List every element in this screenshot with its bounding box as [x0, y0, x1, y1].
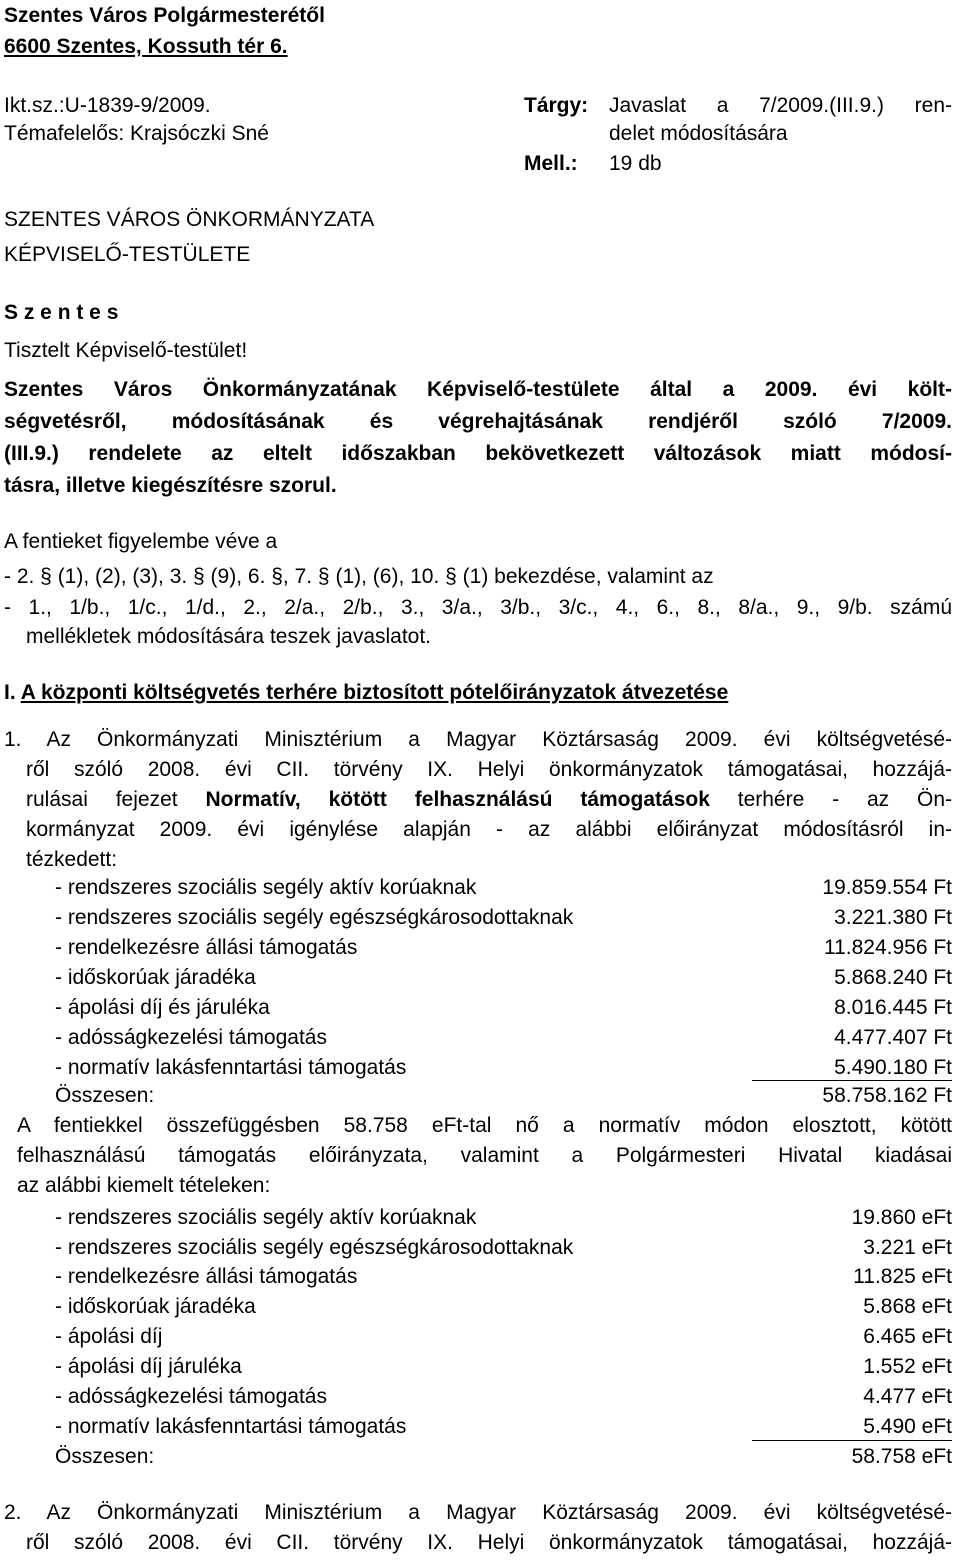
total-rule — [752, 1080, 952, 1081]
after-line-3: az alábbi kiemelt tételeken: — [17, 1174, 271, 1197]
amount-value: 11.825 eFt — [853, 1265, 952, 1288]
section-number: I. — [4, 681, 16, 704]
amount-value: 5.868 eFt — [863, 1295, 952, 1318]
amount-row — [55, 1295, 952, 1321]
amount-label: - normatív lakásfenntartási támogatás — [55, 1415, 407, 1438]
subject-line-1: Javaslat a 7/2009.(III.9.) ren- — [609, 94, 952, 117]
item1-line-3-bold: Normatív, kötött felhasználású támogatások — [205, 788, 710, 811]
amount-row — [55, 1385, 952, 1411]
total-label: Összesen: — [55, 1445, 155, 1468]
salutation: Tisztelt Képviselő-testület! — [4, 339, 248, 362]
item1-line-4: kormányzat 2009. évi igénylése alapján - az alábbi előirányzat módosításról in- — [26, 818, 952, 841]
office-name: Szentes Város Polgármesterétől — [4, 4, 325, 27]
after-line-2: felhasználású támogatás előirányzata, valamint a Polgármesteri Hivatal kiadásai — [17, 1144, 952, 1167]
amount-value: 3.221 eFt — [863, 1236, 952, 1259]
item2-line-2: ről szóló 2008. évi CII. törvény IX. Helyi önkormányzatok támogatásai, hozzájá- — [26, 1531, 952, 1554]
item1-line-5: tézkedett: — [26, 848, 118, 871]
total-value: 58.758.162 Ft — [822, 1084, 952, 1107]
amount-value: 8.016.445 Ft — [834, 996, 952, 1019]
amount-value: 11.824.956 Ft — [823, 936, 952, 959]
amount-value: 6.465 eFt — [863, 1325, 952, 1348]
amount-row — [55, 1265, 952, 1291]
section-heading — [4, 681, 728, 705]
amount-row — [55, 1056, 952, 1082]
amount-value: 4.477 eFt — [863, 1385, 952, 1408]
amount-label: - normatív lakásfenntartási támogatás — [55, 1056, 407, 1079]
amount-label: - rendelkezésre állási támogatás — [55, 936, 358, 959]
amount-row — [55, 876, 952, 902]
amount-row — [55, 1355, 952, 1381]
amount-value: 19.860 eFt — [851, 1206, 952, 1229]
proposal-line-1: - 2. § (1), (2), (3), 3. § (9), 6. §, 7. § (1), (6), 10. § (1) bekezdése, valamint az — [4, 565, 714, 588]
office-address: 6600 Szentes, Kossuth tér 6. — [4, 35, 288, 58]
amount-label: - adósságkezelési támogatás — [55, 1385, 327, 1408]
amount-row — [55, 1206, 952, 1232]
attachment-label: Mell.: — [524, 152, 578, 175]
intro-line-2: ségvetésről, módosításának és végrehajtásának rendjéről szóló 7/2009. — [4, 410, 952, 433]
amount-label: - rendszeres szociális segély aktív korúaknak — [55, 876, 477, 899]
amount-value: 3.221.380 Ft — [834, 906, 952, 929]
amount-value: 5.490 eFt — [863, 1415, 952, 1438]
amount-row — [55, 1236, 952, 1262]
responsible-person: Témafelelős: Krajsóczki Sné — [4, 122, 269, 145]
amount-label: - rendszeres szociális segély egészségkárosodottaknak — [55, 1236, 574, 1259]
intro-line-4: tásra, illetve kiegészítésre szorul. — [4, 474, 337, 497]
amount-label: - ápolási díj — [55, 1325, 163, 1348]
amount-label: - rendszeres szociális segély aktív korúaknak — [55, 1206, 477, 1229]
item2-line-1: 2. Az Önkormányzati Minisztérium a Magyar Köztársaság 2009. évi költségvetésé- — [4, 1501, 952, 1524]
proposal-lead: A fentieket figyelembe véve a — [4, 530, 278, 553]
section-title: A központi költségvetés terhére biztosított pótelőirányzatok átvezetése — [20, 681, 729, 704]
amount-value: 1.552 eFt — [863, 1355, 952, 1378]
proposal-line-3: mellékletek módosítására teszek javaslatot. — [26, 625, 432, 648]
amount-label: - ápolási díj járuléka — [55, 1355, 242, 1378]
amount-label: - rendelkezésre állási támogatás — [55, 1265, 358, 1288]
subject-label: Tárgy: — [524, 94, 589, 117]
attachment-value: 19 db — [609, 152, 662, 175]
item1-line-3-c: terhére - az Ön- — [709, 788, 953, 811]
intro-line-3: (III.9.) rendelete az eltelt időszakban bekövetkezett változások miatt módosí- — [4, 442, 952, 465]
subject-line-2: delet módosítására — [609, 122, 788, 145]
amount-value: 4.477.407 Ft — [834, 1026, 952, 1049]
amount-value: 19.859.554 Ft — [822, 876, 952, 899]
amount-label: - időskorúak járadéka — [55, 1295, 256, 1318]
amount-row — [55, 966, 952, 992]
intro-line-1: Szentes Város Önkormányzatának Képviselő-testülete által a 2009. évi költ- — [4, 378, 952, 401]
amount-value: 5.490.180 Ft — [834, 1056, 952, 1079]
amount-row — [55, 996, 952, 1022]
amount-row — [55, 1415, 952, 1441]
amount-row — [55, 906, 952, 932]
total-label: Összesen: — [55, 1084, 155, 1107]
addressee-city: S z e n t e s — [4, 301, 119, 324]
proposal-line-2: - 1., 1/b., 1/c., 1/d., 2., 2/a., 2/b., 3., 3/a., 3/b., 3/c., 4., 6., 8., 8/a., 9., 9/b. számú — [4, 596, 952, 619]
reference-number: Ikt.sz.:U-1839-9/2009. — [4, 94, 211, 117]
addressee-line-2: KÉPVISELŐ-TESTÜLETE — [4, 243, 251, 266]
amount-label: - rendszeres szociális segély egészségkárosodottaknak — [55, 906, 574, 929]
item1-line-1: 1. Az Önkormányzati Minisztérium a Magyar Köztársaság 2009. évi költségvetésé- — [4, 728, 952, 751]
amount-row — [55, 936, 952, 962]
amount-label: - ápolási díj és járuléka — [55, 996, 270, 1019]
after-line-1: A fentiekkel összefüggésben 58.758 eFt-tal nő a normatív módon elosztott, kötött — [17, 1114, 952, 1137]
amount-label: - időskorúak járadéka — [55, 966, 256, 989]
item1-line-3 — [26, 788, 952, 812]
amount-row — [55, 1325, 952, 1351]
total-value: 58.758 eFt — [851, 1445, 952, 1468]
item1-line-3-a: rulásai fejezet — [26, 788, 206, 811]
amount-label: - adósságkezelési támogatás — [55, 1026, 327, 1049]
total-row — [55, 1084, 952, 1110]
item1-line-2: ről szóló 2008. évi CII. törvény IX. Helyi önkormányzatok támogatásai, hozzájá- — [26, 758, 952, 781]
amount-value: 5.868.240 Ft — [834, 966, 952, 989]
addressee-line-1: SZENTES VÁROS ÖNKORMÁNYZATA — [4, 208, 375, 231]
total-rule — [752, 1440, 952, 1441]
amount-row — [55, 1026, 952, 1052]
total-row — [55, 1445, 952, 1471]
